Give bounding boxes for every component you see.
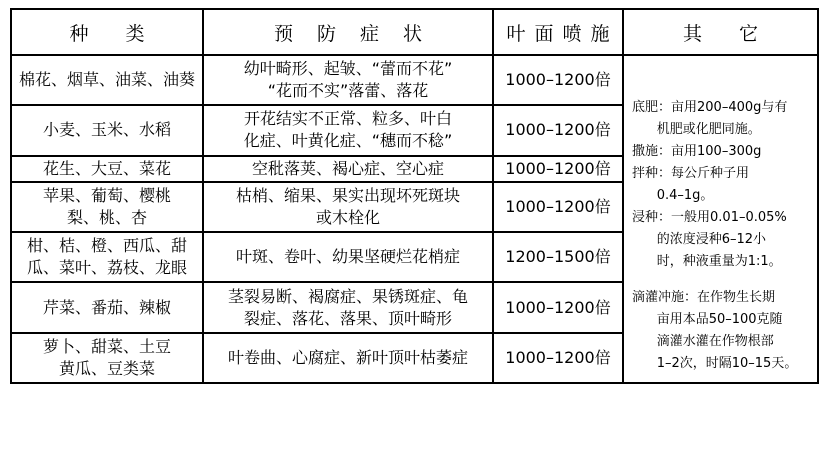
cell-kind: 苹果、葡萄、樱桃 梨、桃、杏 (11, 182, 203, 232)
cell-kind: 萝卜、甜菜、土豆 黄瓜、豆类菜 (11, 333, 203, 383)
other-note-text: 亩用本品50–100克随 (656, 312, 783, 327)
cell-kind: 芹菜、番茄、辣椒 (11, 282, 203, 332)
other-note-line (632, 230, 807, 250)
other-note-text: 滴灌水灌在作物根部 (656, 334, 774, 349)
cell-symptoms: 枯梢、缩果、果实出现坏死斑块 或木栓化 (203, 182, 493, 232)
other-note-line (632, 164, 807, 184)
header-spray: 叶面喷施 (493, 9, 623, 55)
other-note-label: 撒施： (632, 144, 672, 159)
other-note-text: 每公斤种子用 (671, 166, 750, 181)
product-usage-table (10, 8, 819, 384)
other-note-label: 底肥： (632, 100, 672, 115)
other-note-line (632, 142, 807, 162)
cell-spray-dilution: 1000–1200倍 (493, 156, 623, 182)
cell-spray-dilution: 1000–1200倍 (493, 182, 623, 232)
cell-symptoms: 叶斑、卷叶、幼果坚硬烂花梢症 (203, 232, 493, 282)
header-kind: 种 类 (11, 9, 203, 55)
other-note-line (632, 98, 807, 118)
other-note-text: 一般用0.01–0.05% (671, 210, 787, 225)
cell-symptoms: 空秕落荚、褐心症、空心症 (203, 156, 493, 182)
other-note-text: 时，种液重量为1:1。 (656, 254, 782, 269)
cell-other-instructions (623, 55, 818, 383)
other-note-line (632, 310, 807, 330)
other-note-line (632, 252, 807, 272)
header-other: 其 它 (623, 9, 818, 55)
other-note-line (632, 186, 807, 206)
other-note-line (632, 208, 807, 228)
other-note-text: 0.4–1g。 (656, 188, 714, 203)
other-note-label: 拌种： (632, 166, 672, 181)
other-note-line (632, 288, 807, 308)
other-note-text: 机肥或化肥同施。 (656, 122, 761, 137)
header-symptoms: 预 防 症 状 (203, 9, 493, 55)
other-note-text: 在作物生长期 (697, 290, 776, 305)
cell-kind: 柑、桔、橙、西瓜、甜 瓜、菜叶、荔枝、龙眼 (11, 232, 203, 282)
table-header-row (11, 9, 818, 55)
cell-symptoms: 叶卷曲、心腐症、新叶顶叶枯萎症 (203, 333, 493, 383)
cell-kind: 小麦、玉米、水稻 (11, 105, 203, 155)
other-note-label: 浸种： (632, 210, 672, 225)
cell-kind: 棉花、烟草、油菜、油葵 (11, 55, 203, 105)
cell-spray-dilution: 1000–1200倍 (493, 55, 623, 105)
cell-symptoms: 开花结实不正常、粒多、叶白 化症、叶黄化症、“穗而不稔” (203, 105, 493, 155)
other-note-line (632, 120, 807, 140)
cell-spray-dilution: 1000–1200倍 (493, 282, 623, 332)
cell-spray-dilution: 1000–1200倍 (493, 105, 623, 155)
other-note-text: 亩用200–400g与有 (671, 100, 788, 115)
cell-kind: 花生、大豆、菜花 (11, 156, 203, 182)
other-note-text: 亩用100–300g (671, 144, 762, 159)
cell-spray-dilution: 1200–1500倍 (493, 232, 623, 282)
other-note-line (632, 354, 807, 374)
cell-symptoms: 幼叶畸形、起皱、“蕾而不花” “花而不实”落蕾、落花 (203, 55, 493, 105)
other-note-label: 滴灌冲施： (632, 290, 698, 305)
other-note-text: 1–2次，时隔10–15天。 (656, 356, 798, 371)
table-row (11, 55, 818, 105)
other-instructions-body (624, 56, 817, 382)
cell-spray-dilution: 1000–1200倍 (493, 333, 623, 383)
other-note-gap (632, 274, 807, 288)
other-note-line (632, 332, 807, 352)
cell-symptoms: 茎裂易断、褐腐症、果锈斑症、龟 裂症、落花、落果、顶叶畸形 (203, 282, 493, 332)
other-note-text: 的浓度浸种6–12小 (656, 232, 767, 247)
